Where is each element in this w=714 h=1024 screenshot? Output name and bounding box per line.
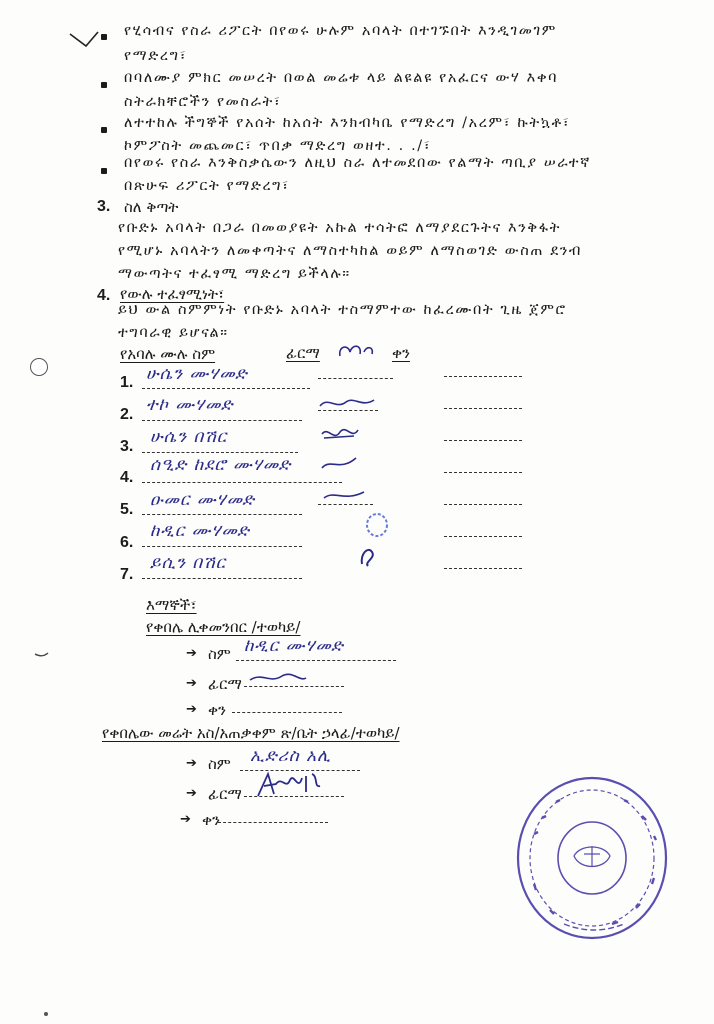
bullet-text: የሂሳብና የስራ ሪፖርት በየወሩ ሁሉም አባላት በተገኙበት እንዲገመገም <box>124 23 557 39</box>
member-signature <box>320 454 360 476</box>
bullet-dot <box>101 34 107 40</box>
member-signature <box>358 544 378 568</box>
bullet-dot <box>101 168 107 174</box>
section-4-line: ይህ ውል ስምምነት የቡድኑ አባላት ተስማምተው ከፈረሙበት ጊዜ ጀምሮ <box>118 302 567 318</box>
member-name-handwritten: ከዲር ሙሃመድ <box>150 521 250 541</box>
receiver1-signature-label: ፊርማ <box>208 675 242 693</box>
receiver1-signature-line <box>244 686 344 687</box>
official-stamp <box>514 774 674 944</box>
member-name-handwritten: ይሲን በሽር <box>150 553 226 573</box>
member-thumbprint <box>364 512 390 538</box>
witnesses-label: እማኞች፣ <box>146 596 197 614</box>
receiver2-date-label: ቀን <box>202 811 220 829</box>
receiver2-signature-label: ፊርማ <box>208 785 242 803</box>
member-row-number: 1. <box>120 374 134 391</box>
member-name-handwritten: ሁሴን በሽር <box>150 427 228 447</box>
column-header-name: የአባሉ ሙሉ ስም <box>120 345 216 363</box>
column-header-date: ቀን <box>392 344 410 362</box>
member-row-number: 5. <box>120 501 134 518</box>
bullet-text: ለተተከሉ ችግኞች የአሰት ከአሰት እንክብካቤ የማድረግ /አረም፣ ኩትኳቶ፣ <box>124 115 571 131</box>
section-3-line: የሚሆኑ አባላትን ለመቀጣትና ለማስተካከል ወይም ለማስወገድ ውስጠ ደንብ <box>118 243 583 259</box>
arrow-bullet-icon: ➔ <box>180 812 191 827</box>
receiver2-name-label: ስም <box>208 755 231 773</box>
member-row-number: 4. <box>120 469 134 486</box>
receiver1-name-handwritten: ከዲር ሙሃመድ <box>244 636 344 656</box>
margin-mark <box>34 650 54 660</box>
bullet-text: በጽሁፍ ሪፖርት የማድረግ፣ <box>124 178 290 194</box>
name-line <box>142 452 298 453</box>
date-line <box>444 440 522 441</box>
arrow-bullet-icon: ➔ <box>186 702 197 717</box>
name-line <box>142 546 302 547</box>
receiver2-title: የቀበሌው መሬት አስ/አጠቃቀም ጽ/ቤት ኃላፊ/ተወካይ/ <box>102 724 400 742</box>
arrow-bullet-icon: ➔ <box>186 646 197 661</box>
signature-line <box>318 378 393 379</box>
signature-line <box>318 504 373 505</box>
bullet-text: ስትራክቸሮችን የመስራት፣ <box>124 94 282 110</box>
date-line <box>444 408 522 409</box>
receiver1-title: የቀበሌ ሊቀመንበር /ተወካይ/ <box>146 618 301 636</box>
member-name-handwritten: ሰዒድ ከደሮ ሙሃመድ <box>150 455 292 475</box>
receiver1-name-line <box>236 660 396 661</box>
section-3-title: ስለ ቅጣት <box>124 198 179 216</box>
member-signature <box>318 394 378 414</box>
section-4-line: ተግባራዊ ይሆናል። <box>118 325 229 341</box>
member-name-handwritten: ዑመር ሙሃመድ <box>150 490 256 510</box>
member-row-number: 7. <box>120 566 134 583</box>
name-line <box>142 420 302 421</box>
member-name-handwritten: ሁሴን ሙሃመድ <box>146 364 248 384</box>
section-3-line: ማውጣትና ተፈፃሚ ማድረግ ይችላሉ። <box>118 266 351 282</box>
receiver1-date-line <box>232 712 342 713</box>
bottom-mark <box>44 1012 48 1016</box>
member-signature <box>320 424 360 444</box>
bullet-dot <box>101 82 107 88</box>
section-4-title: የውሉ ተፈፃሚነት፣ <box>120 285 225 303</box>
signature-line <box>318 410 378 411</box>
receiver2-signature-line <box>244 796 344 797</box>
header-signature-scribble <box>336 342 386 366</box>
date-line <box>444 568 522 569</box>
receiver2-date-line <box>218 822 328 823</box>
bullet-dot <box>101 127 107 133</box>
member-name-handwritten: ተኮ ሙሃመድ <box>146 395 234 415</box>
member-signature <box>322 488 367 504</box>
member-row-number: 6. <box>120 534 134 551</box>
bullet-text: በባለሙያ ምክር መሠረት በወል መሬቱ ላይ ልዩልዩ የአፈርና ውሃ እቀባ <box>124 70 559 86</box>
receiver1-name-label: ስም <box>208 645 231 663</box>
date-line <box>444 376 522 377</box>
name-line <box>142 482 342 483</box>
arrow-bullet-icon: ➔ <box>186 786 197 801</box>
section-3-line: የቡድኑ አባላት በጋራ በመወያዩት አኩል ተሳትፎ ለማያደርጉትና እንቅፋት <box>118 220 562 236</box>
bullet-text: በየወሩ የስራ እንቅስቃሴውን ለዚህ ስራ ለተመደበው የልማት ጣቢያ ሠራተኛ <box>124 155 592 171</box>
member-row-number: 3. <box>120 438 134 455</box>
name-line <box>142 514 302 515</box>
name-line <box>142 578 302 579</box>
bullet-text: የማድረግ፣ <box>124 48 188 64</box>
name-line <box>142 388 310 389</box>
section-3-number: 3. <box>97 198 111 215</box>
arrow-bullet-icon: ➔ <box>186 676 197 691</box>
column-header-signature: ፊርማ <box>286 344 320 362</box>
arrow-bullet-icon: ➔ <box>186 756 197 771</box>
bullet-text: ኮምፖስት መጨመር፣ ጥበቃ ማድረግ ወዘተ. . ./፣ <box>124 138 432 154</box>
corner-tick-mark <box>68 28 108 58</box>
punch-hole <box>30 358 48 376</box>
receiver1-date-label: ቀን <box>208 701 226 719</box>
date-line <box>444 472 522 473</box>
section-4-number: 4. <box>97 287 111 304</box>
member-row-number: 2. <box>120 406 134 423</box>
receiver2-name-handwritten: ኢድሪስ አሊ <box>250 746 332 766</box>
date-line <box>444 504 522 505</box>
date-line <box>444 536 522 537</box>
